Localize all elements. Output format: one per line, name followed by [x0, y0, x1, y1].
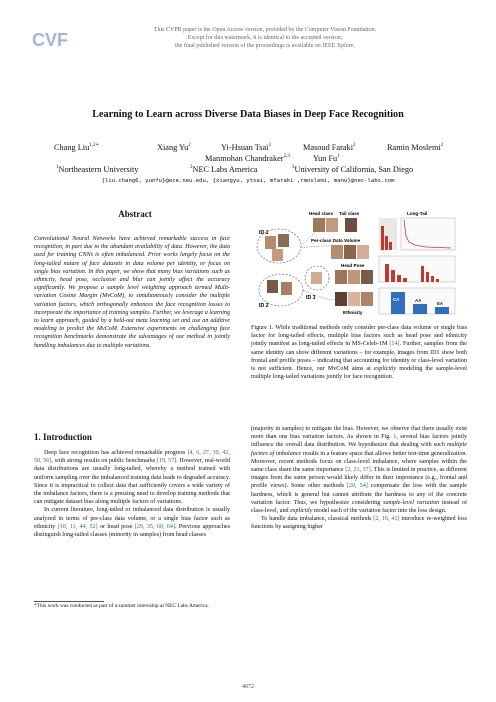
- author-name: Masoud Faraki: [303, 142, 354, 152]
- paragraph: [251, 515, 467, 531]
- ea-label: EA: [437, 301, 444, 306]
- author-row-2: [30, 151, 466, 162]
- citation-link[interactable]: [2, 16, 41]: [373, 516, 400, 523]
- author-sup: 1: [337, 154, 340, 159]
- paragraph: [251, 425, 467, 515]
- affiliation-name: NEC Labs America: [192, 164, 258, 174]
- head-pose-label: Head Pose: [341, 263, 365, 268]
- text-run: . This is limited in practice, as different images from the same person would likely differ in their importance (e.g., frontal and profile views). Some other methods: [251, 467, 468, 490]
- id2-label: ID 2: [259, 303, 269, 309]
- text-run: (majority in samples) to mitigate the bias. However, we observe that there usually exist more than one bias variation factors. As shown in Fig.: [251, 426, 467, 441]
- long-tail-plot: [401, 218, 455, 250]
- head-class-label: Head class: [309, 211, 334, 216]
- bar: [426, 272, 429, 282]
- author-sup: 2: [353, 143, 356, 148]
- face-image: [361, 292, 373, 306]
- cvf-logo-text: CVF: [32, 30, 68, 50]
- long-tail-label: Long-Tail: [407, 211, 428, 216]
- affiliation-sup: 2: [190, 165, 193, 170]
- affiliation-name: Northeastern University: [58, 164, 139, 174]
- bar: [385, 236, 388, 250]
- intro-right-column: [251, 425, 467, 532]
- emphasis: sample-level variation: [383, 499, 440, 506]
- bar: [389, 242, 392, 250]
- notice-line: Except for this watermark, it is identical to the accepted version;: [187, 35, 343, 41]
- citation-link[interactable]: [29, 35, 60, 64]: [134, 523, 175, 530]
- text-run: introduce re-weighted loss functions by assigning higher: [251, 516, 467, 531]
- per-class-data-volume-label: Per-class Data Volume: [311, 238, 361, 243]
- face-image: [265, 236, 276, 249]
- notice-line: This CVPR paper is the Open Access version, provided by the Computer Vision Foundation.: [153, 27, 377, 33]
- emphasis: explicitly: [373, 366, 397, 373]
- bar: [397, 275, 401, 282]
- text-run: or head pose: [97, 523, 135, 530]
- ca-label: CA: [393, 297, 400, 302]
- author-name: Chang Liu: [54, 142, 90, 152]
- paragraph: [34, 449, 230, 506]
- face-image: [348, 292, 360, 306]
- figure-1: [251, 206, 467, 318]
- abstract-text: Convolutional Neural Networks have achieved remarkable success in face recognition, in part due to the abundant availability of data. However, the data used for training CNNs is often imbalanced. Prior works largely focus on the long-tailed nature of face datasets in data volume per identity, or focus on single bias variation. In this paper, we show that many bias variations such as ethnicity, head pose, occlusion and blur can jointly affect the accuracy significantly. We propose a sample level weighting approach termed Multi-variation Cosine Margin (MvCoM), to simultaneously consider the multiple variation factors, which orthogonally enhances the face recognition losses to incorporate the importance of training samples. Further, we leverage a learning to learn approach, guided by a held-out meta learning set and use an additive modeling to predict the MvCoM. Extensive experiments on challenging face recognition benchmarks demonstrate the advantages of our method in jointly handling imbalances due to multiple variations.: [34, 236, 230, 349]
- author-name: Yun Fu: [313, 153, 338, 163]
- text-run: model each of the variation factor into the loss design.: [312, 508, 447, 515]
- author-sup: 2: [188, 143, 191, 148]
- ethnicity-label: Ethnicity: [343, 310, 363, 315]
- emphasis: explicitly: [290, 508, 313, 515]
- author-name: Ramin Moslemi: [387, 142, 441, 152]
- text-run: . Previous approaches distinguish long-tailed classes (minority in samples) from head classes: [34, 523, 230, 539]
- text-run: compensate the loss with the sample hardness, which is general but cannot attribute the hardness to any of the concrete variation factor. Thus, we hypothesize considering: [251, 483, 467, 506]
- cvf-logo: [30, 26, 70, 52]
- bar-aa: [413, 304, 427, 314]
- citation-link[interactable]: [4, 6, 27, 39, 42, 50, 56]: [34, 450, 230, 465]
- text-run: To handle data imbalance, classical methods: [261, 516, 374, 523]
- footnote-rule: [34, 601, 104, 602]
- face-image: [313, 218, 325, 232]
- citation-link[interactable]: [14]: [389, 341, 400, 348]
- bar: [431, 276, 434, 282]
- bar: [403, 278, 407, 282]
- text-run: Deep face recognition has achieved remarkable progress: [44, 450, 188, 456]
- bar: [421, 266, 424, 282]
- text-run: . However, real-world data distributions are usually long-tailed, whereby a method trained with uniform sampling over the imbalanced training data leads to degraded accuracy. Since it is impractical to collect data that sufficiently covers a wide variety of the imbalance factors, there is a pressing need to develop training methods that can mitigate dataset bias along multiple factors of variations.: [34, 458, 231, 506]
- citation-link[interactable]: [20, 54]: [347, 483, 368, 490]
- face-image: [361, 270, 373, 284]
- page-number: 4072: [242, 684, 254, 690]
- face-image: [272, 249, 283, 261]
- affiliation-row: [30, 162, 466, 173]
- affiliation-name: University of California, San Diego: [294, 164, 414, 174]
- text-run: Figure 1. While traditional methods only consider per-class data volume or single bias factor for long-tailed effects, multiple bias factors such as head pose and ethnicity jointly manifest as long-tailed effects in MS-Celeb-1M: [251, 325, 467, 348]
- bar-ca: [391, 292, 405, 314]
- footnote: *This work was conducted as part of a summer internship at NEC Labs America.: [34, 603, 209, 609]
- text-run: , with strong results on public benchmarks: [51, 458, 157, 465]
- id1-label: ID 1: [259, 230, 269, 236]
- author-name: Manmohan Chandraker: [205, 153, 284, 163]
- citation-link[interactable]: [19, 57]: [156, 458, 177, 465]
- affiliation: [190, 162, 257, 175]
- paragraph: [34, 506, 230, 539]
- paper-title: Learning to Learn across Diverse Data Biases in Deep Face Recognition: [92, 109, 404, 120]
- face-image: [335, 292, 347, 306]
- intro-left-column: [34, 449, 230, 539]
- id3-label: ID 3: [306, 295, 316, 301]
- face-image: [345, 218, 357, 232]
- open-access-notice: [100, 26, 430, 50]
- author-row-1: [30, 140, 466, 151]
- bar: [381, 226, 384, 250]
- bar: [385, 264, 389, 282]
- abstract-heading: Abstract: [118, 209, 152, 219]
- notice-line: the final published version of the proceedings is available on IEEE Xplore.: [175, 43, 355, 49]
- citation-link[interactable]: [10, 11, 44, 52]: [57, 523, 98, 530]
- text-run: modeling the sample-level multiple long-tailed variations jointly for face recognition.: [251, 366, 467, 381]
- face-image: [331, 245, 343, 259]
- affiliation-sup: 1: [56, 165, 59, 170]
- text-run: results in a feature space that allows better test-time generalization. Moreover, recent methods focus on class-level imbalance, where samples within the same class share the same importance: [251, 450, 467, 474]
- text-run: , several bias factors jointly influence the overall data distribution. We hypothesize that dealing with such: [251, 434, 467, 449]
- author-name: Xiang Yu: [157, 142, 189, 152]
- tail-class-label: Tail class: [339, 211, 360, 216]
- face-image: [335, 270, 347, 284]
- face-image: [357, 245, 369, 259]
- author-sup: 2,3: [283, 154, 290, 159]
- affiliation: [56, 162, 138, 175]
- emphasis: multiple factors of imbalance: [251, 442, 467, 457]
- bar: [391, 270, 395, 282]
- section-heading-introduction: 1. Introduction: [34, 432, 92, 442]
- text-run: . Further, samples from the same identity can show different variations – for example, images from ID1 show both frontal and profile poses – indicating that accounting for identity or class-level variation is not sufficient. Hence, our MvCoM aims at: [251, 341, 467, 373]
- face-image: [348, 270, 360, 284]
- text-run: instead of class-level, and: [251, 499, 467, 515]
- bar-ea: [435, 307, 449, 314]
- author-name: Yi-Hsuan Tsai: [221, 142, 269, 152]
- aa-label: AA: [415, 298, 422, 303]
- text-run: In current literature, long-tailed or imbalanced data distribution is usually analyzed in terms of per-class data volume, or a single bias factor such as ethnicity: [34, 507, 230, 530]
- affiliation: [292, 162, 413, 175]
- head-pose-plot: [379, 256, 455, 282]
- citation-link[interactable]: [2, 21, 37]: [345, 467, 371, 474]
- face-image: [311, 272, 322, 284]
- author-sup: 2: [268, 143, 271, 148]
- affiliation-sup: 3: [292, 165, 295, 170]
- author-block: [30, 140, 466, 173]
- figure-1-caption: [251, 324, 467, 381]
- face-image: [326, 218, 338, 232]
- face-image: [267, 280, 278, 293]
- author-emails: {liu.chang6, yunfu}@ece.neu.edu, {xiangyu, ytsai, mfaraki ,rmoslemi, manu}@nec-labs.com: [101, 178, 395, 184]
- figure-link[interactable]: 1: [393, 434, 397, 441]
- bar: [436, 279, 439, 282]
- face-image: [281, 282, 292, 295]
- face-image: [278, 234, 289, 247]
- face-image: [344, 245, 356, 259]
- connector-line: [301, 246, 331, 248]
- author-sup: 1,2∗: [89, 143, 99, 148]
- author-sup: 2: [440, 143, 444, 148]
